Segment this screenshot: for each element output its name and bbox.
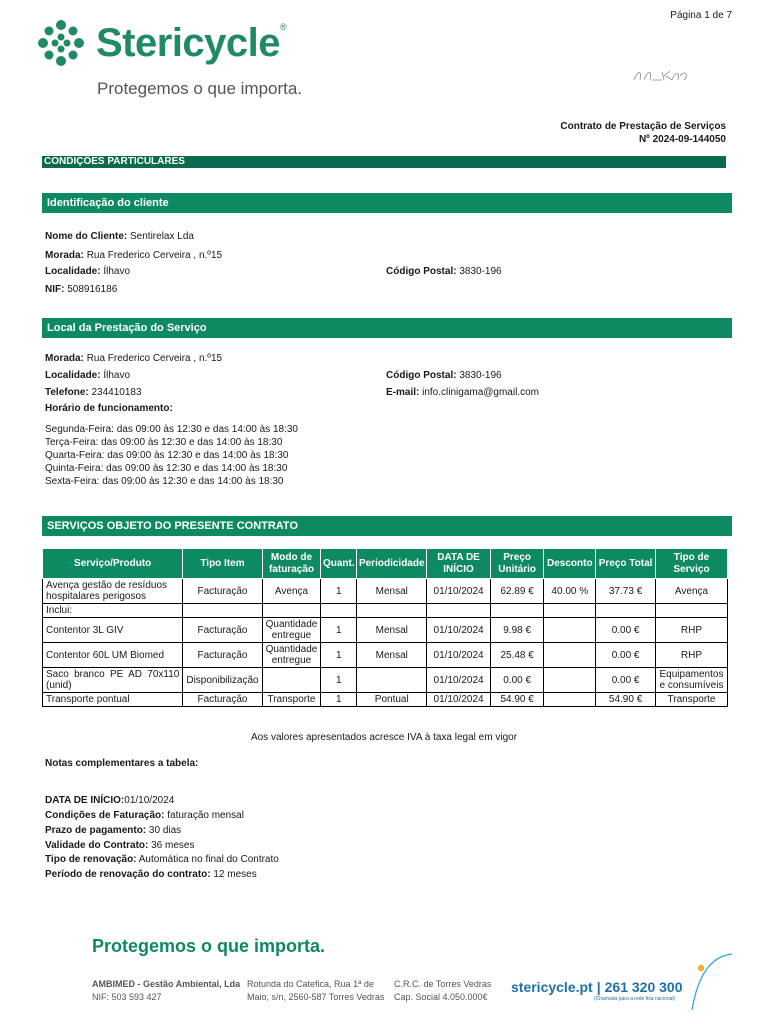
- cell-billing: [262, 668, 321, 693]
- section-particulares: CONDIÇÕES PARTICULARES: [42, 156, 726, 168]
- cell-product: Avença gestão de resíduos hospitalares perigosos: [43, 579, 183, 604]
- table-row: [43, 668, 728, 693]
- contract-number: Nº 2024-09-144050: [638, 134, 726, 145]
- term-validity: Validade do Contrato: 36 meses: [45, 840, 195, 851]
- cell-product: Inclui:: [43, 604, 183, 618]
- footer-address-line: Rotunda do Catefica, Rua 1ª de: [247, 979, 374, 989]
- cell-total: 37.73 €: [596, 579, 656, 604]
- cell-start: 01/10/2024: [427, 618, 491, 643]
- col-header: Desconto: [544, 549, 596, 579]
- hours-line: Sexta-Feira: das 09:00 às 12:30 e das 14:00 às 18:30: [45, 476, 284, 487]
- cell-billing: Transporte: [262, 693, 321, 707]
- cell-service-type: Avença: [655, 579, 727, 604]
- footer-website: stericycle.pt: [511, 979, 593, 995]
- col-header: Preço Unitário: [490, 549, 543, 579]
- location-address-field: Morada: Rua Frederico Cerveira , n.º15: [45, 353, 223, 364]
- cell-unit-price: 62.89 €: [490, 579, 543, 604]
- cell-product: Contentor 60L UM Biomed: [43, 643, 183, 668]
- term-renewal-type: Tipo de renovação: Automática no final do Contrato: [45, 854, 279, 865]
- term-payment: Prazo de pagamento: 30 dias: [45, 825, 182, 836]
- cell-type: Facturação: [183, 618, 262, 643]
- handwritten-signature: [632, 66, 692, 86]
- cell-unit-price: 54.90 €: [490, 693, 543, 707]
- client-postal-field: Código Postal: 3830-196: [386, 266, 502, 277]
- cell-service-type: RHP: [655, 643, 727, 668]
- cell-qty: 1: [321, 579, 357, 604]
- footer-address: [247, 978, 384, 1004]
- table-row: [43, 618, 728, 643]
- cell-service-type: RHP: [655, 618, 727, 643]
- cell-discount: [544, 693, 596, 707]
- page-number: Página 1 de 7: [670, 10, 732, 21]
- cell-billing: Avença: [262, 579, 321, 604]
- notes-title: Notas complementares a tabela:: [45, 758, 199, 769]
- cell-product: Saco branco PE AD 70x110 (unid): [43, 668, 183, 693]
- cell-discount: 40.00 %: [544, 579, 596, 604]
- cell-billing: Quantidade entregue: [262, 618, 321, 643]
- table-row: [43, 693, 728, 707]
- hours-line: Quarta-Feira: das 09:00 às 12:30 e das 14:00 às 18:30: [45, 450, 289, 461]
- footer-company-name: AMBIMED - Gestão Ambiental, Lda: [92, 979, 241, 989]
- location-email-field: E-mail: info.clinigama@gmail.com: [386, 387, 539, 398]
- footer-company: [92, 978, 240, 1004]
- client-section-header: Identificação do cliente: [42, 193, 732, 213]
- brand-tagline: Protegemos o que importa.: [97, 79, 303, 98]
- cell-period: Mensal: [357, 618, 427, 643]
- cell-qty: 1: [321, 618, 357, 643]
- services-table: [42, 548, 728, 707]
- cell-qty: 1: [321, 643, 357, 668]
- footer-swoosh-icon: [688, 952, 734, 1012]
- footer-phone: 261 320 300: [604, 979, 683, 995]
- client-nif-field: NIF: 508916186: [45, 284, 118, 295]
- service-location-header: Local da Prestação do Serviço: [42, 318, 732, 338]
- footer-crc: C.R.C. de Torres Vedras: [394, 979, 492, 989]
- footer-capital: Cap. Social 4.050.000€: [394, 992, 488, 1002]
- cell-period: [357, 668, 427, 693]
- cell-type: Facturação: [183, 693, 262, 707]
- cell-unit-price: 25.48 €: [490, 643, 543, 668]
- contract-title: Contrato de Prestação de Serviços: [560, 121, 726, 132]
- cell-unit-price: 0.00 €: [490, 668, 543, 693]
- cell-type: Facturação: [183, 579, 262, 604]
- cell-period: Mensal: [357, 643, 427, 668]
- cell-period: Pontual: [357, 693, 427, 707]
- cell-type: Disponibilização: [183, 668, 262, 693]
- vat-note: Aos valores apresentados acresce IVA à taxa legal em vigor: [250, 732, 518, 743]
- footer-phone-note: (Chamada para a rede fixa nacional): [594, 996, 676, 1002]
- cell-service-type: Equipamentos e consumíveis: [655, 668, 727, 693]
- cell-product: Contentor 3L GIV: [43, 618, 183, 643]
- cell-total: 54.90 €: [596, 693, 656, 707]
- hours-line: Segunda-Feira: das 09:00 às 12:30 e das 14:00 às 18:30: [45, 424, 298, 435]
- col-header: Periodicidade: [357, 549, 427, 579]
- cell-total: 0.00 €: [596, 643, 656, 668]
- col-header: Preço Total: [596, 549, 656, 579]
- cell-start: 01/10/2024: [427, 579, 491, 604]
- cell-start: 01/10/2024: [427, 643, 491, 668]
- client-locality-field: Localidade: Ílhavo: [45, 266, 131, 277]
- brand-name: Stericycle®: [96, 21, 287, 65]
- col-header: Tipo de Serviço: [655, 549, 727, 579]
- stericycle-logo: [36, 18, 286, 68]
- cell-billing: Quantidade entregue: [262, 643, 321, 668]
- table-row: [43, 604, 728, 618]
- col-header: Tipo Item: [183, 549, 262, 579]
- term-start-date: DATA DE INÍCIO:01/10/2024: [45, 795, 175, 806]
- table-row: [43, 579, 728, 604]
- footer-tagline: Protegemos o que importa.: [92, 936, 326, 956]
- opening-hours-list: [45, 423, 298, 488]
- client-address-field: Morada: Rua Frederico Cerveira , n.º15: [45, 250, 223, 261]
- footer-company-nif: NIF: 503 593 427: [92, 992, 162, 1002]
- cell-product: Transporte pontual: [43, 693, 183, 707]
- cell-qty: 1: [321, 693, 357, 707]
- cell-total: 0.00 €: [596, 668, 656, 693]
- cell-start: 01/10/2024: [427, 668, 491, 693]
- hours-line: Terça-Feira: das 09:00 às 12:30 e das 14:00 às 18:30: [45, 437, 283, 448]
- hours-label: Horário de funcionamento:: [45, 403, 173, 414]
- stericycle-flower-icon: [36, 18, 86, 68]
- cell-type: Facturação: [183, 643, 262, 668]
- footer-address-line: Maio, s/n, 2560-587 Torres Vedras: [247, 992, 385, 1002]
- cell-unit-price: 9.98 €: [490, 618, 543, 643]
- cell-period: Mensal: [357, 579, 427, 604]
- col-header: Modo de faturação: [262, 549, 321, 579]
- footer-contact: [511, 979, 683, 995]
- contract-title-block: [560, 120, 726, 146]
- term-renewal-period: Período de renovação do contrato: 12 meses: [45, 869, 257, 880]
- cell-discount: [544, 618, 596, 643]
- col-header: DATA DE INÍCIO: [427, 549, 491, 579]
- location-postal-field: Código Postal: 3830-196: [386, 370, 502, 381]
- footer-registry: [394, 978, 491, 1004]
- services-section-header: SERVIÇOS OBJETO DO PRESENTE CONTRATO: [42, 516, 732, 536]
- client-name-field: Nome do Cliente: Sentirelax Lda: [45, 231, 194, 242]
- cell-qty: 1: [321, 668, 357, 693]
- hours-line: Quinta-Feira: das 09:00 às 12:30 e das 14:00 às 18:30: [45, 463, 288, 474]
- table-header-row: [43, 549, 728, 579]
- cell-discount: [544, 643, 596, 668]
- table-row: [43, 643, 728, 668]
- footer-separator: |: [596, 979, 601, 995]
- term-billing: Condições de Faturação: faturação mensal: [45, 810, 244, 821]
- col-header: Serviço/Produto: [43, 549, 183, 579]
- cell-total: 0.00 €: [596, 618, 656, 643]
- location-locality-field: Localidade: Ílhavo: [45, 370, 131, 381]
- col-header: Quant.: [321, 549, 357, 579]
- cell-discount: [544, 668, 596, 693]
- cell-service-type: Transporte: [655, 693, 727, 707]
- cell-start: 01/10/2024: [427, 693, 491, 707]
- location-phone-field: Telefone: 234410183: [45, 387, 142, 398]
